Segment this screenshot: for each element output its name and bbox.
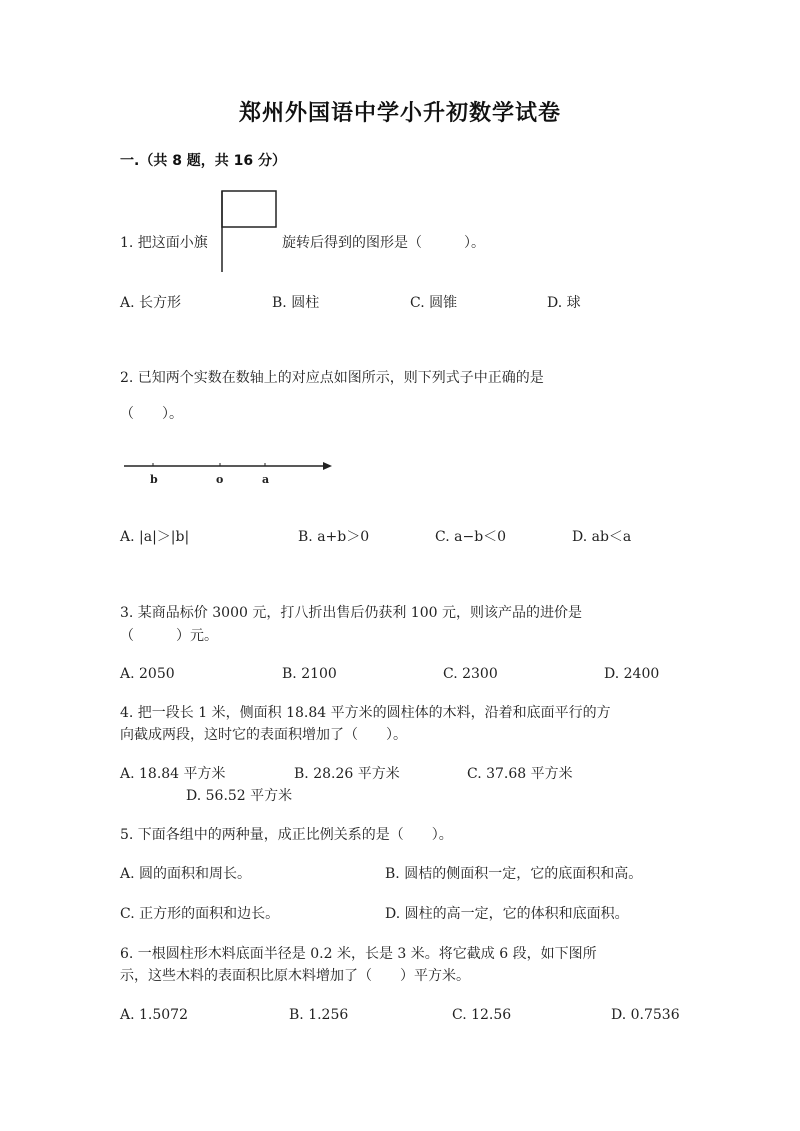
question-2-stem-line2: （ ）。 bbox=[120, 406, 183, 422]
q1-option-b[interactable]: B. 圆柱 bbox=[272, 295, 320, 311]
question-3-stem-line2: （ ）元。 bbox=[120, 628, 218, 644]
flag-figure bbox=[218, 190, 280, 274]
q2-option-a[interactable]: A. |a|＞|b| bbox=[120, 529, 190, 545]
q1-option-a[interactable]: A. 长方形 bbox=[120, 295, 182, 311]
question-1-stem-end: 旋转后得到的图形是（ ）。 bbox=[282, 235, 485, 251]
q3-option-b[interactable]: B. 2100 bbox=[282, 666, 337, 682]
question-3-stem-line1: 3. 某商品标价 3000 元，打八折出售后仍获利 100 元，则该产品的进价是 bbox=[120, 605, 582, 621]
q1-option-c[interactable]: C. 圆锥 bbox=[410, 295, 458, 311]
q6-option-a[interactable]: A. 1.5072 bbox=[120, 1007, 188, 1023]
q1-option-d[interactable]: D. 球 bbox=[547, 295, 581, 311]
question-4-stem-line2: 向截成两段，这时它的表面积增加了（ ）。 bbox=[120, 727, 407, 743]
q4-option-b[interactable]: B. 28.26 平方米 bbox=[294, 766, 400, 782]
question-1-stem-start: 1. 把这面小旗 bbox=[120, 235, 208, 251]
question-5-stem: 5. 下面各组中的两种量，成正比例关系的是（ ）。 bbox=[120, 827, 453, 843]
flag-rectangle bbox=[222, 191, 276, 227]
question-6-stem-line1: 6. 一根圆柱形木料底面半径是 0.2 米，长是 3 米。将它截成 6 段，如下图所 bbox=[120, 946, 597, 962]
q4-option-d[interactable]: D. 56.52 平方米 bbox=[186, 788, 293, 804]
q5-option-b[interactable]: B. 圆桔的侧面积一定，它的底面积和高。 bbox=[385, 866, 643, 882]
q3-option-d[interactable]: D. 2400 bbox=[604, 666, 660, 682]
question-4-stem-line1: 4. 把一段长 1 米，侧面积 18.84 平方米的圆柱体的木料，沿着和底面平行的方 bbox=[120, 705, 611, 721]
q5-option-a[interactable]: A. 圆的面积和周长。 bbox=[120, 866, 252, 882]
q3-option-c[interactable]: C. 2300 bbox=[443, 666, 498, 682]
question-2-stem-line1: 2. 已知两个实数在数轴上的对应点如图所示，则下列式子中正确的是 bbox=[120, 370, 544, 386]
question-6-stem-line2: 示，这些木料的表面积比原木料增加了（ ）平方米。 bbox=[120, 968, 470, 984]
label-b: b bbox=[150, 473, 158, 486]
q6-option-b[interactable]: B. 1.256 bbox=[289, 1007, 349, 1023]
q2-option-d[interactable]: D. ab＜a bbox=[572, 529, 632, 545]
page-title: 郑州外国语中学小升初数学试卷 bbox=[238, 101, 561, 126]
number-line bbox=[120, 458, 335, 488]
q2-option-c[interactable]: C. a−b＜0 bbox=[435, 529, 507, 545]
q4-option-c[interactable]: C. 37.68 平方米 bbox=[467, 766, 573, 782]
q6-option-d[interactable]: D. 0.7536 bbox=[611, 1007, 680, 1023]
number-line-arrow bbox=[323, 462, 332, 470]
q2-option-b[interactable]: B. a+b＞0 bbox=[298, 529, 370, 545]
q4-option-a[interactable]: A. 18.84 平方米 bbox=[120, 766, 226, 782]
q5-option-c[interactable]: C. 正方形的面积和边长。 bbox=[120, 906, 280, 922]
q3-option-a[interactable]: A. 2050 bbox=[120, 666, 175, 682]
section-heading: 一.（共 8 题，共 16 分） bbox=[120, 153, 287, 169]
q6-option-c[interactable]: C. 12.56 bbox=[452, 1007, 512, 1023]
label-o: o bbox=[216, 473, 224, 486]
label-a: a bbox=[262, 473, 270, 486]
q5-option-d[interactable]: D. 圆柱的高一定，它的体积和底面积。 bbox=[385, 906, 629, 922]
